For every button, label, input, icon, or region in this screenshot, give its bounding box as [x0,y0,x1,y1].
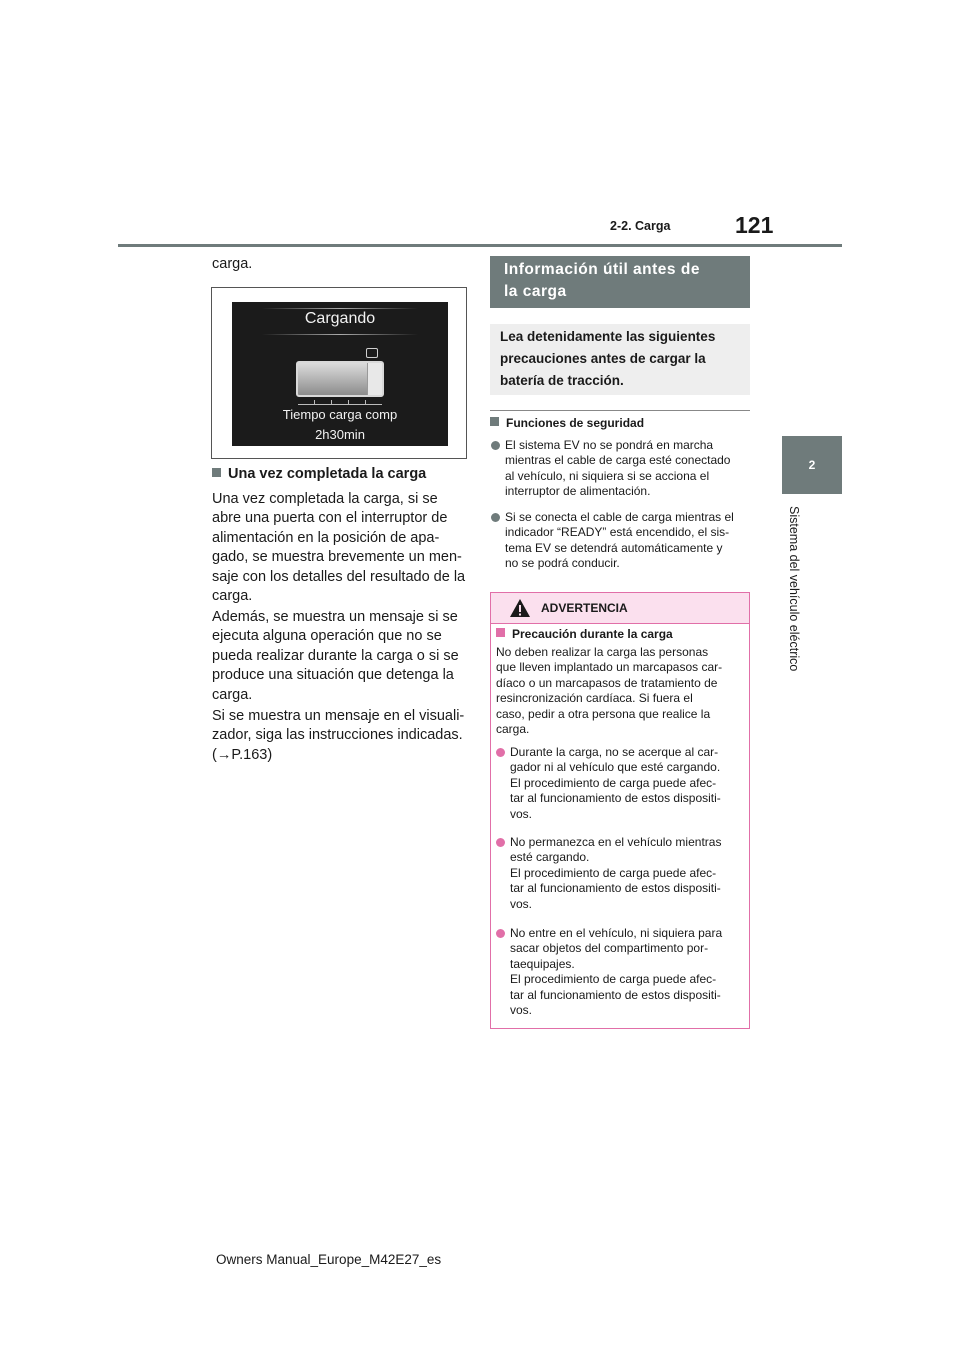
square-bullet-icon [490,417,499,426]
square-bullet-icon [496,628,505,637]
text-line: Si se muestra un mensaje en el visuali- [212,708,465,724]
info-band [490,256,750,308]
bullet-icon [491,441,500,450]
battery-cap [367,363,382,395]
text-line: El procedimiento de carga puede afec- [510,972,717,987]
warning-title: ADVERTENCIA [541,601,628,615]
text-line: díaco o un marcapasos de tratamiento de [496,675,718,690]
page-reference: (→P.163) [212,746,273,763]
warning-list-item [496,926,722,1018]
warning-text [496,645,722,737]
text-line: Además, se muestra un mensaje si se [212,609,458,625]
text-line: interruptor de alimentación. [505,484,651,499]
note-line: precauciones antes de cargar la [500,351,706,366]
text-line: sacar objetos del compartimento por- [510,941,709,956]
text-line: vos. [510,1003,533,1018]
text-line: no se podrá conducir. [505,556,620,571]
paragraph-3 [212,707,467,765]
text-line: abre una puerta con el interruptor de [212,510,448,527]
text-line: El sistema EV no se pondrá en marcha [505,438,714,452]
text-line: tar al funcionamiento de estos dispositi- [510,881,721,896]
text-line: tema EV se detendrá automáticamente y [505,540,723,555]
text-line: alimentación en la posición de apa- [212,529,440,546]
text-line: carga. [496,722,530,737]
text-line: mientras el cable de carga esté conectado [505,453,731,468]
charging-screen [232,302,448,446]
text-line: vos. [510,896,533,911]
display-illustration [211,287,467,459]
text-line: carga. [212,686,253,703]
page-number: 121 [735,212,774,238]
list-item [490,510,752,572]
text-line: que lleven implantado un marcapasos car- [496,660,723,675]
text-line: No permanezca en el vehículo mientras [510,835,722,849]
screen-time: 2h30min [315,427,365,442]
section-label: 2-2. Carga [610,219,671,233]
footer-text: Owners Manual_Europe_M42E27_es [216,1252,442,1267]
note-box [490,324,750,395]
header-rule [118,244,842,247]
text-line: esté cargando. [510,850,590,865]
bullet-icon [491,513,500,522]
text-line: ejecuta alguna operación que no se [212,628,442,645]
list-item [490,438,752,500]
text-line: caso, pedir a otra persona que realice la [496,706,711,721]
lead-text: carga. [212,256,253,272]
note-line: batería de tracción. [500,373,624,388]
warning-heading [496,627,673,641]
text-line: resincronización cardíaca. Si fuera el [496,691,693,706]
safety-heading [490,416,644,430]
text-line: Si se conecta el cable de carga mientras el [505,510,734,524]
text-line: carga. [212,588,253,605]
chapter-title [784,498,804,698]
divider [490,410,750,411]
text-line: El procedimiento de carga puede afec- [510,775,717,790]
paragraph-1 [212,490,467,606]
chapter-title-text: Sistema del vehículo eléctrico [787,506,801,672]
chapter-tab: 2 [782,436,842,494]
section-heading [212,466,426,482]
screen-line-mid [262,334,418,335]
plug-icon [366,348,378,358]
text-line: zador, siga las instrucciones indicadas. [212,727,463,744]
battery-scale [298,400,382,405]
screen-title: Cargando [304,310,376,327]
text-line: indicador “READY” está encendido, el sis- [505,525,730,540]
text-line: Una vez completada la carga, si se [212,491,438,507]
text-line: Durante la carga, no se acerque al car- [510,745,719,759]
text-line: tar al funcionamiento de estos dispositi- [510,791,721,806]
text-line: No deben realizar la carga las personas [496,645,709,659]
text-line: al vehículo, ni siquiera si se acciona el [505,468,710,483]
warning-heading-text: Precaución durante la carga [512,627,673,641]
band-line: Información útil antes de [504,261,700,278]
warning-icon [509,598,531,618]
text-line: El procedimiento de carga puede afec- [510,865,717,880]
text-line: taequipajes. [510,956,575,971]
text-line: gado, se muestra brevemente un men- [212,549,462,566]
text-line: produce una situación que detenga la [212,667,454,684]
text-line: gador ni al vehículo que esté cargando. [510,760,721,775]
warning-header [491,593,749,624]
text-line: vos. [510,806,533,821]
safety-heading-text: Funciones de seguridad [506,416,645,430]
square-bullet-icon [212,468,221,477]
paragraph-2 [212,608,467,705]
warning-list-item [496,745,721,822]
text-line: pueda realizar durante la carga o si se [212,647,459,664]
screen-line-top [262,308,418,309]
section-heading-text: Una vez completada la carga [228,466,427,482]
bullet-icon [496,838,505,847]
bullet-icon [496,929,505,938]
text-line: tar al funcionamiento de estos dispositi- [510,987,721,1002]
band-line: la carga [504,283,567,300]
text-line: No entre en el vehículo, ni siquiera para [510,926,723,940]
text-line: saje con los detalles del resultado de la [212,568,466,585]
screen-subtitle: Tiempo carga comp [282,407,398,422]
battery-icon [296,361,384,397]
bullet-icon [496,748,505,757]
warning-list-item [496,835,721,912]
note-line: Lea detenidamente las siguientes [500,329,716,344]
